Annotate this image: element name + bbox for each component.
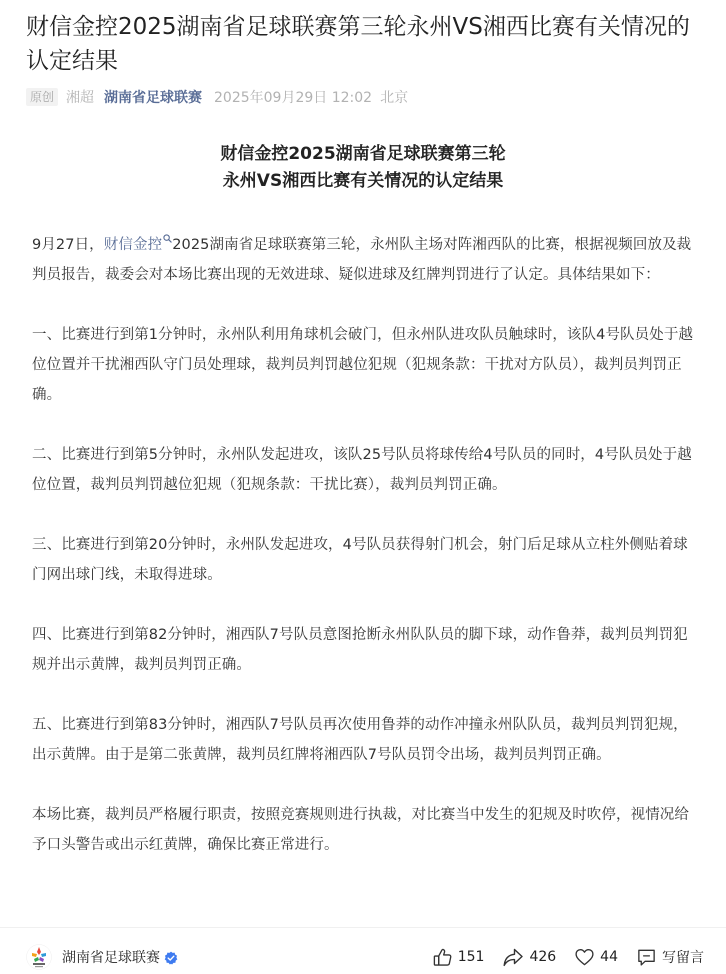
like-count: 151 (457, 949, 485, 965)
intro-paragraph (32, 230, 700, 290)
bottom-action-bar (0, 934, 726, 970)
comment-label: 写留言 (662, 950, 704, 966)
original-tag: 原创 (26, 88, 58, 106)
content-title (0, 141, 726, 195)
account-profile[interactable] (26, 942, 178, 972)
search-icon[interactable] (163, 234, 172, 246)
publish-location: 北京 (380, 90, 409, 106)
like-button[interactable] (432, 947, 485, 968)
ruling-item-4: 四、比赛进行到第82分钟时，湘西队7号队员意图抢断永州队队员的脚下球，动作鲁莽，裁判员判罚犯规并出示黄牌，裁判员判罚正确。 (32, 627, 688, 673)
share-arrow-icon (502, 947, 524, 968)
channel-label[interactable]: 湘超 (66, 90, 95, 106)
publish-time: 2025年09月29日 12:02 (214, 90, 373, 106)
ruling-item-1: 一、比赛进行到第1分钟时，永州队利用角球机会破门，但永州队进攻队员触球时，该队4号队员处于越位位置并干扰湘西队守门员处理球，裁判员判罚越位犯规（犯规条款：干扰对方队员），裁判员判罚正确。 (32, 327, 694, 403)
intro-prefix: 9月27日， (32, 237, 104, 253)
favorite-count: 44 (600, 949, 618, 965)
heart-icon (574, 947, 595, 967)
verified-badge-icon (164, 950, 178, 964)
comment-icon (636, 947, 657, 968)
author-link[interactable]: 湖南省足球联赛 (104, 90, 203, 106)
share-button[interactable] (502, 947, 556, 968)
ruling-item-2: 二、比赛进行到第5分钟时，永州队发起进攻，该队25号队员将球传给4号队员的同时，4号队员处于越位位置，裁判员判罚越位犯规（犯规条款：干扰比赛），裁判员判罚正确。 (32, 447, 692, 493)
closing-paragraph: 本场比赛，裁判员严格履行职责，按照竞赛规则进行执裁，对比赛当中发生的犯规及时吹停，视情况给予口头警告或出示红黄牌，确保比赛正常进行。 (32, 807, 689, 853)
favorite-button[interactable] (574, 947, 618, 967)
ruling-item-5: 五、比赛进行到第83分钟时，湘西队7号队员再次使用鲁莽的动作冲撞永州队队员，裁判员判罚犯规，出示黄牌。由于是第二张黄牌，裁判员红牌将湘西队7号队员罚令出场，裁判员判罚正确。 (32, 717, 688, 763)
content-title-line-1: 财信金控2025湖南省足球联赛第三轮 (220, 144, 506, 164)
intro-suffix: 2025湖南省足球联赛第三轮，永州队主场对阵湘西队的比赛，根据视频回放及裁判员报告，裁委会对本场比赛出现的无效进球、疑似进球及红牌判罚进行了认定。具体结果如下： (32, 237, 692, 283)
article-title: 财信金控2025湖南省足球联赛第三轮永州VS湘西比赛有关情况的认定结果 (26, 14, 690, 74)
account-avatar[interactable] (26, 944, 52, 970)
content-title-line-2: 永州VS湘西比赛有关情况的认定结果 (222, 171, 504, 191)
share-count: 426 (529, 949, 557, 965)
comment-button[interactable] (636, 947, 704, 968)
account-name[interactable]: 湖南省足球联赛 (62, 950, 160, 966)
bottom-divider (0, 927, 726, 928)
action-group (414, 944, 704, 970)
article-meta (26, 86, 408, 108)
ruling-item-3: 三、比赛进行到第20分钟时，永州队发起进攻，4号队员获得射门机会，射门后足球从立柱外侧贴着球门网出球门线，未取得进球。 (32, 537, 688, 583)
search-keyword-link[interactable]: 财信金控 (103, 237, 163, 253)
thumbs-up-icon (432, 947, 453, 968)
article-body (32, 230, 700, 860)
